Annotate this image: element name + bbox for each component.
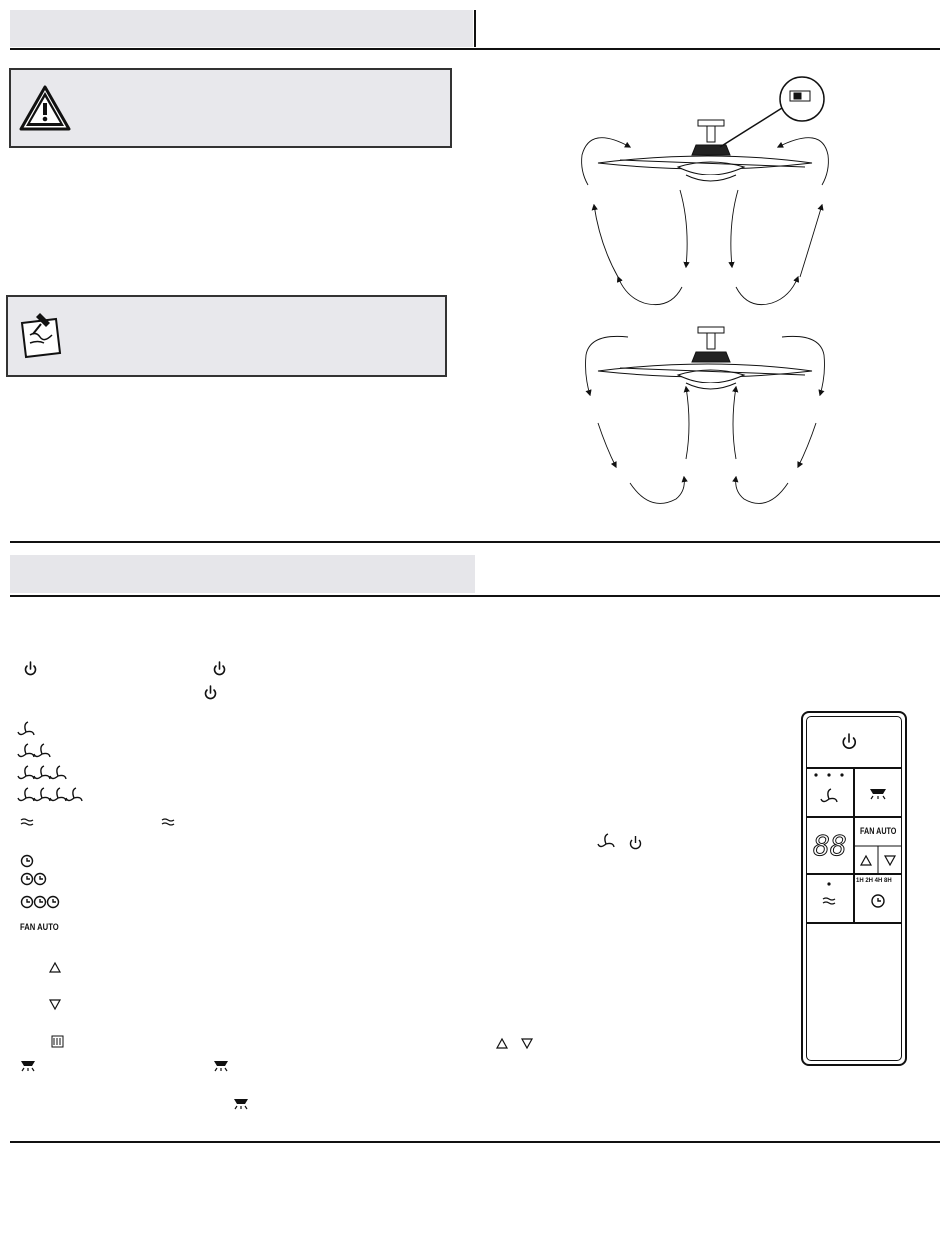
remote-fan-auto-label[interactable]: FAN AUTO [860, 826, 897, 836]
remote-down-button [885, 856, 895, 865]
power-icon [206, 686, 216, 699]
power-icon [215, 662, 225, 675]
remote-buttons [801, 711, 907, 1066]
section-rule-middle [10, 541, 940, 543]
section-rule-top [10, 48, 940, 50]
remote-power-button [843, 734, 855, 748]
inline-arrows-mid [494, 1036, 534, 1052]
warning-icon [18, 84, 72, 132]
remote-display: 88 [813, 829, 847, 862]
section-header-remote [10, 555, 475, 593]
section-rule-bottom [10, 1141, 940, 1143]
remote-timer-labels: 1H 2H 4H 8H [856, 878, 892, 884]
remote-light-button [870, 789, 886, 799]
section-rule-remote [10, 595, 940, 597]
arrow-icons [50, 963, 60, 1009]
comfort-icon [52, 1036, 63, 1047]
light-icons [21, 1061, 248, 1109]
remote-fan-button [814, 773, 843, 802]
remote-breeze-button [823, 882, 835, 904]
power-icon [26, 662, 36, 675]
switch-callout [720, 77, 824, 147]
warning-box [9, 68, 452, 148]
fan-top [598, 120, 812, 181]
legend-icons [0, 650, 260, 1120]
inline-icons-mid [590, 830, 650, 854]
section-header-divider [474, 10, 476, 47]
remote-timer-button [872, 895, 884, 907]
timer-icons [22, 856, 59, 908]
fan-speed-icons [18, 722, 82, 801]
note-box [6, 295, 447, 377]
fan-airflow-illustration [560, 75, 850, 515]
section-header-top [10, 10, 473, 47]
note-icon [16, 309, 66, 361]
remote-up-button [861, 856, 871, 865]
fan-bottom [598, 327, 812, 389]
legend-fan-auto-label: FAN AUTO [20, 922, 59, 932]
breeze-icons [21, 819, 174, 825]
